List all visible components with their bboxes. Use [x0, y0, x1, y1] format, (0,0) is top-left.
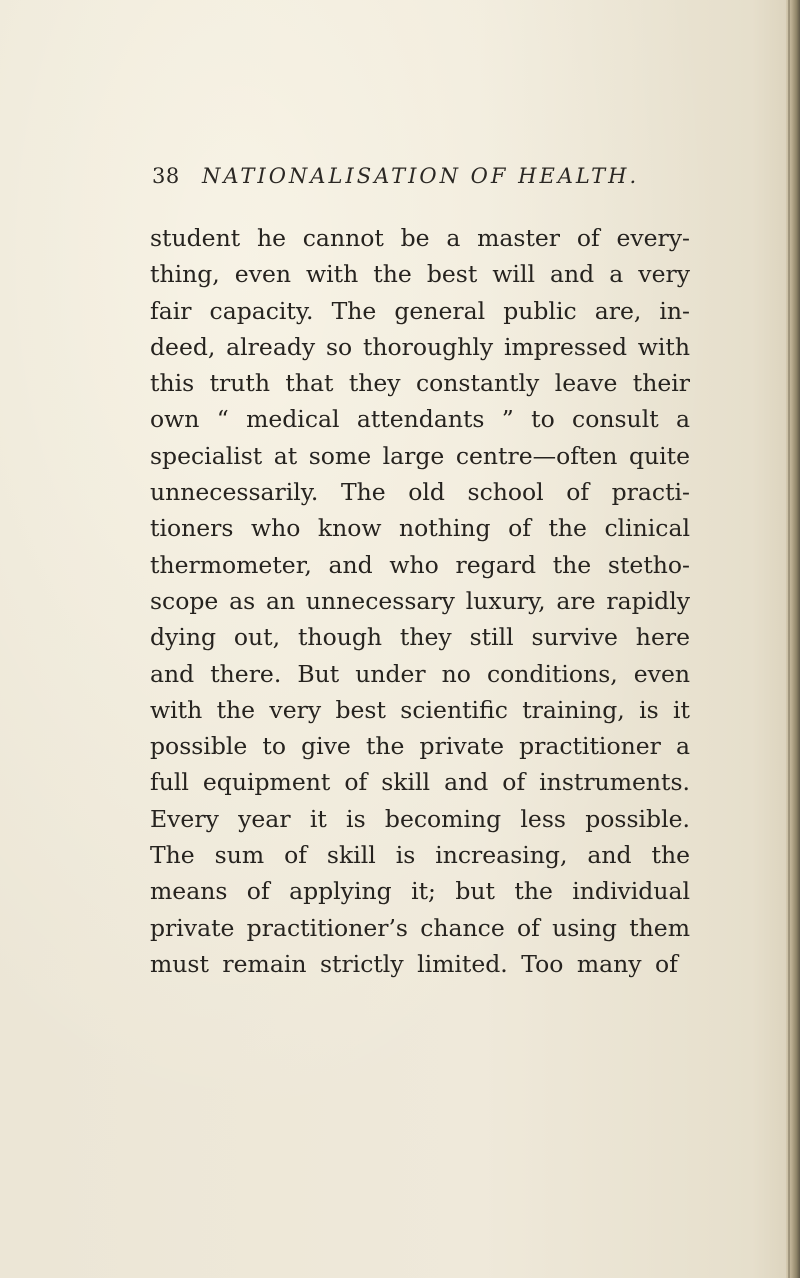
text-line: private practitioner’s chance of using them — [150, 913, 690, 942]
text-line: unnecessarily. The old school of practi- — [150, 478, 690, 507]
text-line: and there. But under no conditions, even — [150, 659, 690, 688]
text-line: own “ medical attendants ” to consult a — [150, 405, 690, 434]
text-line: means of applying it; but the individual — [150, 877, 690, 906]
body-text — [150, 220, 690, 982]
page-number: 38 — [152, 164, 180, 188]
text-line: scope as an unnecessary luxury, are rapidly — [150, 586, 690, 615]
page-spine-shadow — [788, 0, 790, 1278]
text-line: full equipment of skill and of instruments. — [150, 768, 690, 797]
text-line: fair capacity. The general public are, in- — [150, 296, 690, 325]
text-line: tioners who know nothing of the clinical — [150, 514, 690, 543]
text-line: deed, already so thoroughly impressed with — [150, 332, 690, 361]
text-line: thing, even with the best will and a very — [150, 260, 690, 289]
text-line: this truth that they constantly leave their — [150, 369, 690, 398]
text-line: student he cannot be a master of every- — [150, 224, 690, 252]
text-line: with the very best scientific training, is it — [150, 695, 690, 724]
text-line: Every year it is becoming less possible. — [150, 804, 690, 833]
running-head: NATIONALISATION OF HEALTH. — [202, 164, 640, 188]
text-line: dying out, though they still survive here — [150, 623, 690, 652]
text-line: must remain strictly limited. Too many of — [150, 949, 678, 978]
text-line: possible to give the private practitioner a — [150, 732, 690, 761]
text-line: The sum of skill is increasing, and the — [150, 841, 690, 870]
text-line: specialist at some large centre—often quite — [150, 441, 690, 470]
page-header — [0, 164, 800, 198]
text-line: thermometer, and who regard the stetho- — [150, 550, 690, 579]
